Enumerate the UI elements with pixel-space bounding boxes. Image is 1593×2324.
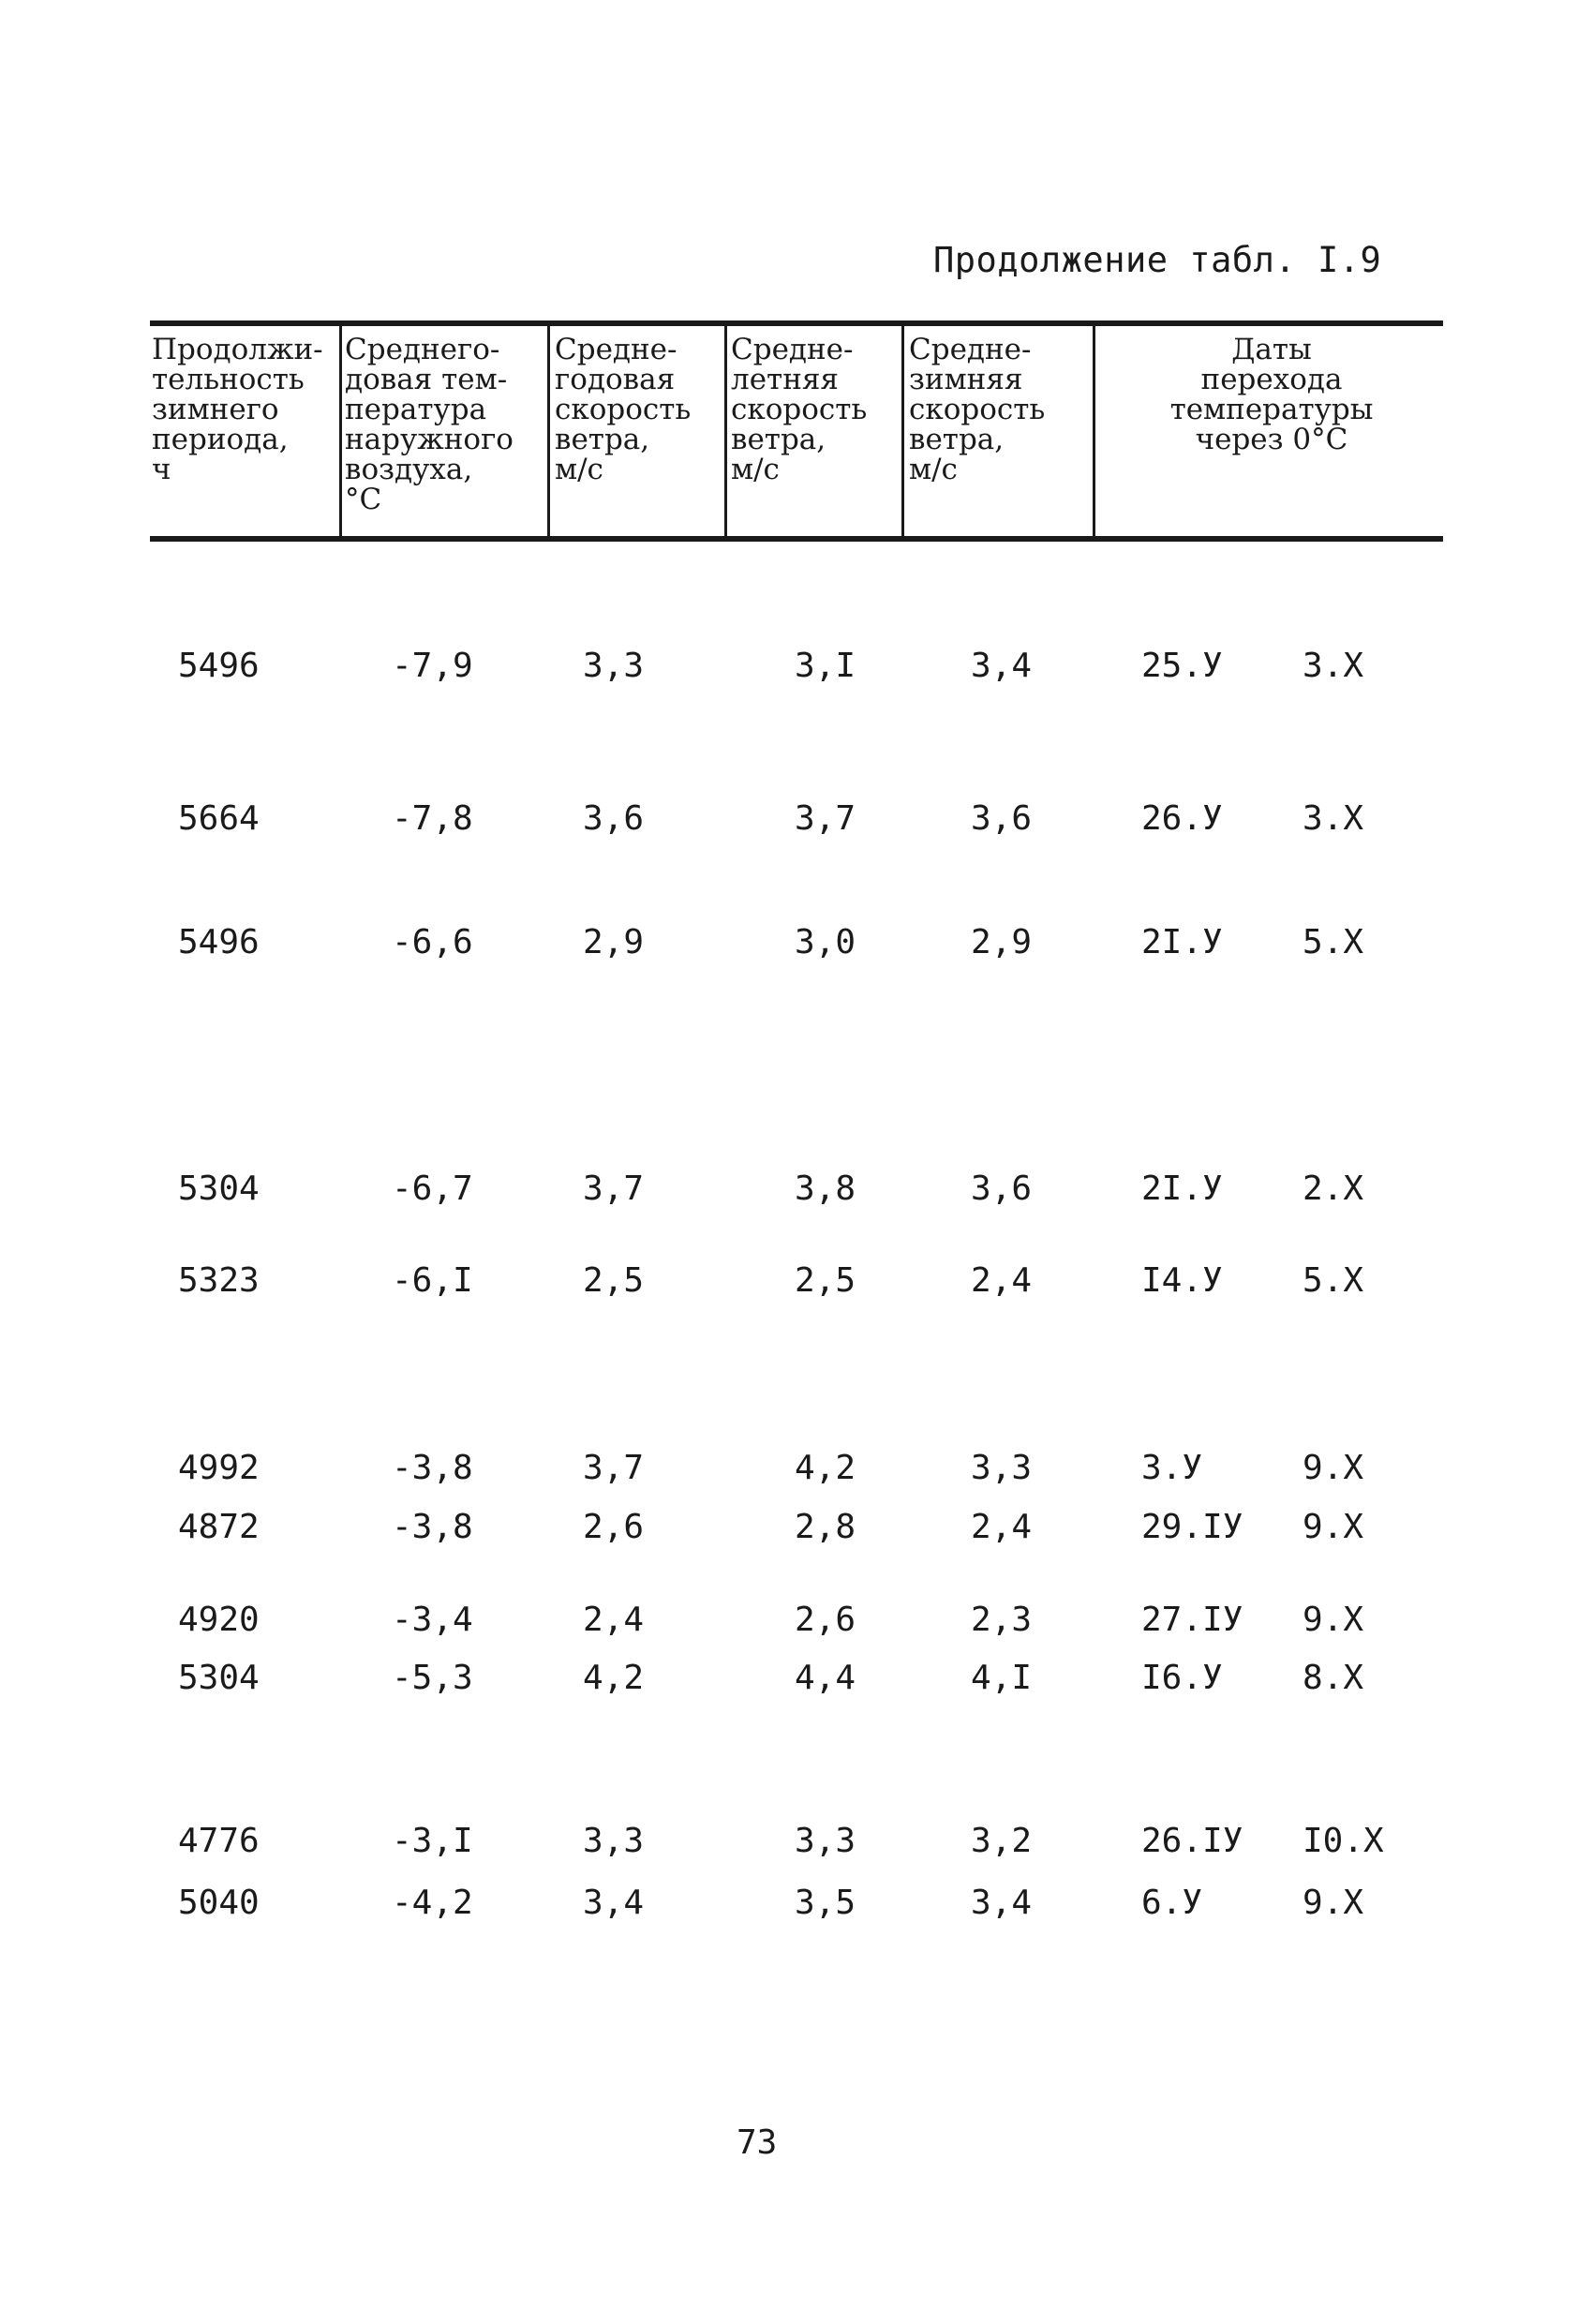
cell-date-spring: I4.У	[1141, 1261, 1223, 1300]
cell-date-spring: 29.IУ	[1141, 1508, 1243, 1546]
cell-wind-annual: 3,4	[583, 1884, 645, 1922]
cell-date-spring: 6.У	[1141, 1884, 1203, 1922]
column-divider	[339, 323, 342, 538]
cell-mean-temperature: -6,I	[392, 1261, 473, 1300]
cell-wind-summer: 3,0	[795, 923, 856, 961]
cell-wind-annual: 3,6	[583, 799, 645, 838]
cell-date-spring: 3.У	[1141, 1449, 1203, 1487]
table-top-rule	[150, 320, 1443, 326]
cell-date-autumn: 9.X	[1303, 1601, 1364, 1639]
cell-wind-summer: 2,6	[795, 1601, 856, 1639]
cell-date-spring: 2I.У	[1141, 923, 1223, 961]
cell-wind-winter: 2,9	[971, 923, 1033, 961]
cell-wind-annual: 3,7	[583, 1449, 645, 1487]
cell-mean-temperature: -6,6	[392, 923, 473, 961]
cell-mean-temperature: -4,2	[392, 1884, 473, 1922]
cell-mean-temperature: -3,4	[392, 1601, 473, 1639]
cell-date-autumn: 8.X	[1303, 1659, 1364, 1697]
cell-duration: 5323	[178, 1261, 260, 1300]
cell-wind-summer: 2,8	[795, 1508, 856, 1546]
cell-wind-winter: 2,4	[971, 1261, 1033, 1300]
header-duration: Продолжи- тельность зимнего периода, ч	[152, 333, 323, 486]
column-divider	[724, 323, 727, 538]
cell-wind-winter: 4,I	[971, 1659, 1033, 1697]
table-caption: Продолжение табл. I.9	[933, 240, 1382, 280]
cell-wind-summer: 3,5	[795, 1884, 856, 1922]
cell-wind-summer: 3,8	[795, 1169, 856, 1208]
cell-mean-temperature: -3,8	[392, 1449, 473, 1487]
cell-duration: 5040	[178, 1884, 260, 1922]
cell-wind-summer: 2,5	[795, 1261, 856, 1300]
cell-wind-winter: 3,4	[971, 1884, 1033, 1922]
cell-date-spring: 26.IУ	[1141, 1822, 1243, 1860]
cell-wind-annual: 3,3	[583, 1822, 645, 1860]
header-wind-summer: Средне- летняя скорость ветра, м/с	[731, 333, 868, 486]
cell-date-autumn: 9.X	[1303, 1508, 1364, 1546]
cell-date-autumn: 9.X	[1303, 1449, 1364, 1487]
header-transition-dates: Даты перехода температуры через 0°С	[1169, 333, 1374, 456]
cell-date-spring: 25.У	[1141, 647, 1223, 685]
cell-wind-annual: 2,4	[583, 1601, 645, 1639]
cell-duration: 5304	[178, 1659, 260, 1697]
cell-wind-winter: 3,4	[971, 647, 1033, 685]
cell-wind-annual: 2,5	[583, 1261, 645, 1300]
cell-duration: 5664	[178, 799, 260, 838]
cell-date-spring: 2I.У	[1141, 1169, 1223, 1208]
cell-duration: 4872	[178, 1508, 260, 1546]
cell-wind-annual: 3,7	[583, 1169, 645, 1208]
cell-wind-annual: 3,3	[583, 647, 645, 685]
cell-wind-winter: 3,6	[971, 799, 1033, 838]
cell-wind-winter: 3,6	[971, 1169, 1033, 1208]
cell-date-autumn: 3.X	[1303, 647, 1364, 685]
cell-mean-temperature: -3,I	[392, 1822, 473, 1860]
cell-wind-winter: 2,4	[971, 1508, 1033, 1546]
cell-date-autumn: 5.X	[1303, 1261, 1364, 1300]
cell-wind-summer: 3,I	[795, 647, 856, 685]
cell-wind-annual: 4,2	[583, 1659, 645, 1697]
header-wind-winter: Средне- зимняя скорость ветра, м/с	[909, 333, 1046, 486]
header-wind-annual: Средне- годовая скорость ветра, м/с	[555, 333, 692, 486]
page-number: 73	[737, 2123, 778, 2162]
cell-duration: 5304	[178, 1169, 260, 1208]
cell-mean-temperature: -3,8	[392, 1508, 473, 1546]
cell-mean-temperature: -7,9	[392, 647, 473, 685]
column-divider	[901, 323, 904, 538]
cell-date-autumn: 2.X	[1303, 1169, 1364, 1208]
cell-mean-temperature: -6,7	[392, 1169, 473, 1208]
cell-wind-summer: 4,4	[795, 1659, 856, 1697]
cell-duration: 5496	[178, 647, 260, 685]
column-divider	[1093, 323, 1095, 538]
cell-wind-summer: 3,7	[795, 799, 856, 838]
cell-wind-winter: 3,2	[971, 1822, 1033, 1860]
cell-date-autumn: 3.X	[1303, 799, 1364, 838]
cell-date-autumn: 9.X	[1303, 1884, 1364, 1922]
cell-duration: 4776	[178, 1822, 260, 1860]
cell-duration: 4992	[178, 1449, 260, 1487]
column-divider	[547, 323, 550, 538]
cell-date-autumn: I0.X	[1303, 1822, 1384, 1860]
cell-date-spring: I6.У	[1141, 1659, 1223, 1697]
table-header-bottom-rule	[150, 536, 1443, 542]
cell-wind-winter: 2,3	[971, 1601, 1033, 1639]
cell-duration: 5496	[178, 923, 260, 961]
cell-wind-annual: 2,6	[583, 1508, 645, 1546]
cell-duration: 4920	[178, 1601, 260, 1639]
cell-date-spring: 26.У	[1141, 799, 1223, 838]
cell-mean-temperature: -7,8	[392, 799, 473, 838]
cell-wind-summer: 3,3	[795, 1822, 856, 1860]
cell-mean-temperature: -5,3	[392, 1659, 473, 1697]
cell-wind-winter: 3,3	[971, 1449, 1033, 1487]
cell-date-autumn: 5.X	[1303, 923, 1364, 961]
header-mean-temperature: Среднего- довая тем- пература наружного воздуха, °С	[345, 333, 514, 516]
cell-date-spring: 27.IУ	[1141, 1601, 1243, 1639]
cell-wind-summer: 4,2	[795, 1449, 856, 1487]
cell-wind-annual: 2,9	[583, 923, 645, 961]
